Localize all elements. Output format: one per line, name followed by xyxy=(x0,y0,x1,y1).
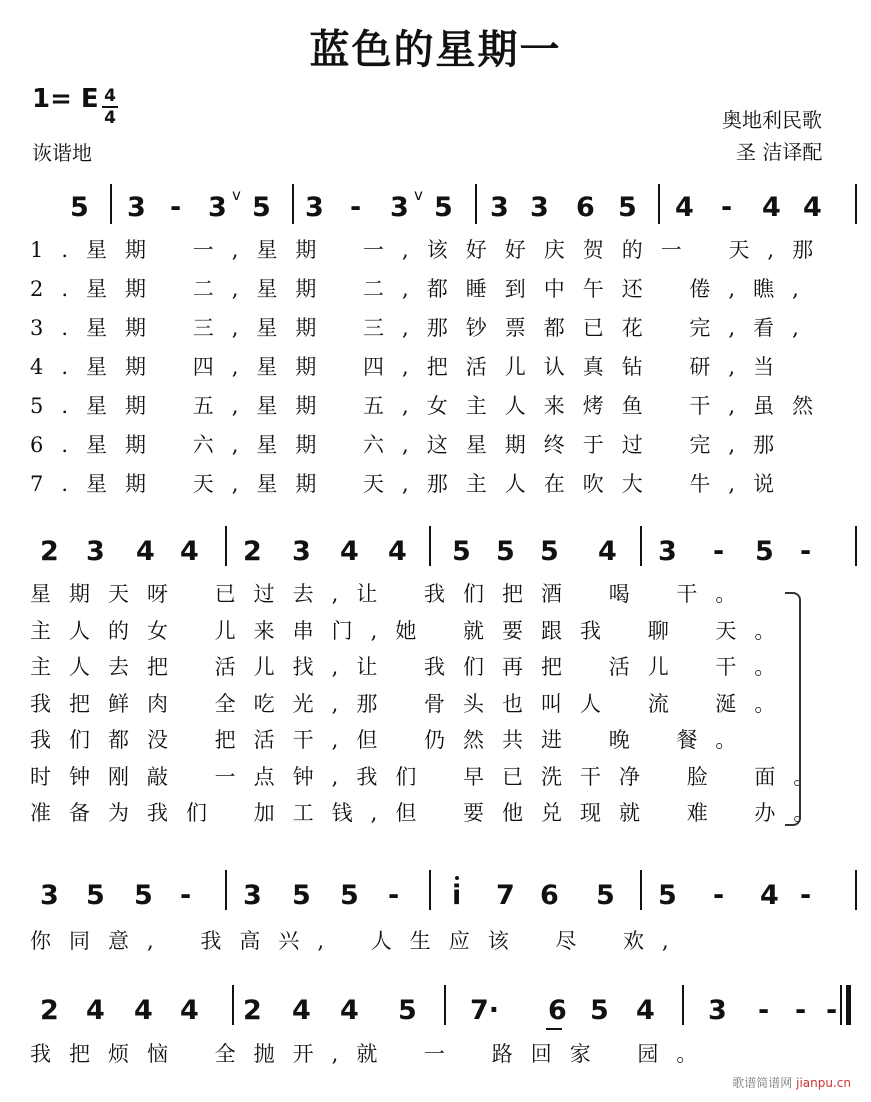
octave-dot xyxy=(455,876,459,880)
note: 7 xyxy=(496,880,515,911)
bar-line xyxy=(232,985,234,1025)
key-signature: 1= E xyxy=(32,84,99,114)
note: 5 xyxy=(452,536,471,567)
note: 3 xyxy=(127,192,146,223)
lyric-line-3-1: 你同意, 我高兴, 人生应该 尽 欢, xyxy=(30,929,687,953)
watermark xyxy=(732,1074,851,1091)
note: 3 xyxy=(390,192,409,223)
note: 5 xyxy=(496,536,515,567)
note: 3 xyxy=(530,192,549,223)
lyric-line-1-6: 6.星期 六,星期 六,这星期终于过 完,那 xyxy=(30,433,793,457)
note: 2 xyxy=(40,995,59,1026)
note: 5 xyxy=(86,880,105,911)
note: - xyxy=(800,536,812,567)
note: - xyxy=(800,880,812,911)
note: 5 xyxy=(434,192,453,223)
bar-line xyxy=(292,184,294,224)
note: 4 xyxy=(86,995,105,1026)
translator-credit: 圣 洁译配 xyxy=(736,140,823,164)
lyric-line-2-6: 时钟刚敲 一点钟,我们 早已洗干净 脸 面。 xyxy=(30,764,833,789)
lyric-line-2-5: 我们都没 把活干,但 仍然共进 晚 餐。 xyxy=(30,728,755,752)
lyric-line-1-4: 4.星期 四,星期 四,把活儿认真钻 研,当 xyxy=(30,355,793,379)
note: 2 xyxy=(243,536,262,567)
note: 3 xyxy=(292,536,311,567)
note: 3 xyxy=(40,880,59,911)
note: 2 xyxy=(243,995,262,1026)
time-sig-bottom: 4 xyxy=(104,108,116,128)
note: 5 xyxy=(590,995,609,1026)
note: - xyxy=(721,192,733,223)
bar-line xyxy=(640,526,642,566)
note: 4 xyxy=(180,995,199,1026)
lyric-line-2-2: 主人的女 儿来串门,她 就要跟我 聊 天。 xyxy=(30,618,794,643)
time-signature xyxy=(100,86,120,128)
note: 4 xyxy=(803,192,822,223)
note: 5 xyxy=(398,995,417,1026)
note: 6 xyxy=(576,192,595,223)
lyric-line-1-5: 5.星期 五,星期 五,女主人来烤鱼 干,虽然 xyxy=(30,394,832,418)
time-sig-top: 4 xyxy=(104,86,116,106)
page-title: 蓝色的星期一 xyxy=(309,26,562,73)
note: 3 xyxy=(305,192,324,223)
note: 3 xyxy=(208,192,227,223)
bar-line xyxy=(855,184,857,224)
note: 3 xyxy=(86,536,105,567)
bar-line xyxy=(110,184,112,224)
note: 4 xyxy=(340,536,359,567)
bar-line xyxy=(429,526,431,566)
bar-line xyxy=(640,870,642,910)
note: - xyxy=(350,192,362,223)
repeat-brace xyxy=(785,592,801,826)
note: 3 xyxy=(490,192,509,223)
note: - xyxy=(795,995,807,1026)
note: 4 xyxy=(388,536,407,567)
note: - xyxy=(758,995,770,1026)
bar-line xyxy=(682,985,684,1025)
note: 2 xyxy=(40,536,59,567)
bar-line xyxy=(855,870,857,910)
note: i xyxy=(452,880,462,911)
note: - xyxy=(826,995,838,1026)
note: 3 xyxy=(658,536,677,567)
note: - xyxy=(713,536,725,567)
lyric-line-2-1: 星期天呀 已过去,让 我们把酒 喝 干。 xyxy=(30,582,755,606)
note: - xyxy=(388,880,400,911)
note: 5 xyxy=(596,880,615,911)
note: 5 xyxy=(658,880,677,911)
bar-line xyxy=(225,526,227,566)
tempo-marking: 诙谐地 xyxy=(32,141,92,165)
bar-line xyxy=(225,870,227,910)
note: 5 xyxy=(134,880,153,911)
note: 4 xyxy=(134,995,153,1026)
final-bar-thin xyxy=(840,985,842,1025)
lyric-line-1-1: 1.星期 一,星期 一,该好好庆贺的一 天,那 xyxy=(30,238,832,262)
bar-line xyxy=(658,184,660,224)
watermark-left: 歌谱简谱网 xyxy=(732,1076,793,1090)
lyric-line-1-7: 7.星期 天,星期 天,那主人在吹大 牛,说 xyxy=(30,472,793,496)
note: 4 xyxy=(292,995,311,1026)
breath-mark: v xyxy=(232,186,241,204)
bar-line xyxy=(444,985,446,1025)
origin-credit: 奥地利民歌 xyxy=(722,108,822,132)
lyric-line-2-4: 我把鲜肉 全吃光,那 骨头也叫人 流 涎。 xyxy=(30,691,794,716)
note: - xyxy=(170,192,182,223)
note: 5 xyxy=(292,880,311,911)
lyric-line-1-2: 2.星期 二,星期 二,都睡到中午还 倦,瞧, xyxy=(30,277,817,301)
note: 5 xyxy=(540,536,559,567)
note: 5 xyxy=(70,192,89,223)
note: 4 xyxy=(636,995,655,1026)
lyric-line-2-7: 准备为我们 加工钱,但 要他兑现就 难 办。 xyxy=(30,801,833,825)
lyric-line-2-3: 主人去把 活儿找,让 我们再把 活儿 干。 xyxy=(30,655,794,679)
note: 4 xyxy=(180,536,199,567)
note: 7· xyxy=(470,995,500,1026)
lyric-line-4-1: 我把烦恼 全抛开,就 一 路回家 园。 xyxy=(30,1042,716,1066)
note: 6 xyxy=(548,995,567,1026)
note: - xyxy=(180,880,192,911)
note: 4 xyxy=(598,536,617,567)
note: 5 xyxy=(252,192,271,223)
note: 6 xyxy=(540,880,559,911)
note: 4 xyxy=(760,880,779,911)
lyric-line-1-3: 3.星期 三,星期 三,那钞票都已花 完,看, xyxy=(30,316,817,340)
bar-line xyxy=(429,870,431,910)
note: 4 xyxy=(136,536,155,567)
note: 3 xyxy=(708,995,727,1026)
final-bar-thick xyxy=(846,985,851,1025)
bar-line xyxy=(475,184,477,224)
note: 5 xyxy=(340,880,359,911)
watermark-right: jianpu.cn xyxy=(796,1076,851,1090)
breath-mark: v xyxy=(414,186,423,204)
note: 4 xyxy=(762,192,781,223)
note: 4 xyxy=(675,192,694,223)
eighth-underline xyxy=(546,1028,562,1030)
note: 5 xyxy=(755,536,774,567)
note: 4 xyxy=(340,995,359,1026)
note: 3 xyxy=(243,880,262,911)
note: 5 xyxy=(618,192,637,223)
bar-line xyxy=(855,526,857,566)
note: - xyxy=(713,880,725,911)
